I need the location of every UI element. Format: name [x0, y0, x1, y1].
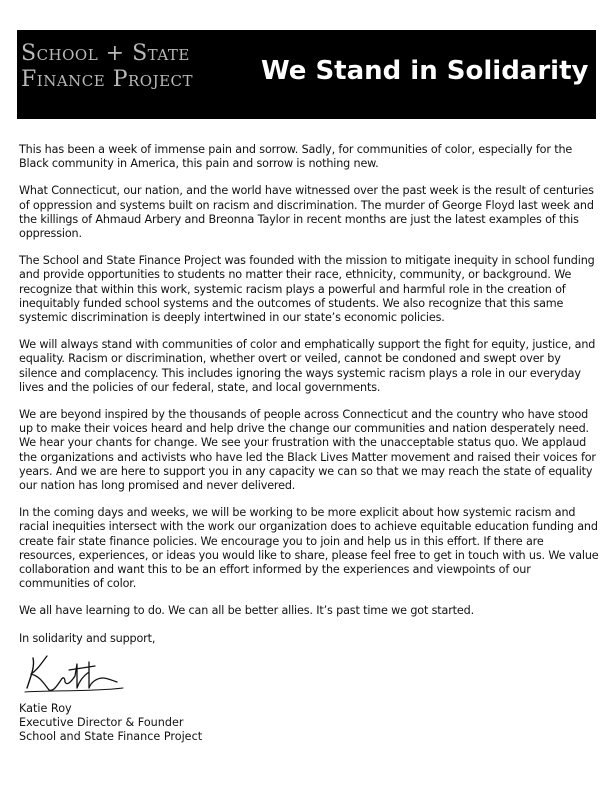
logo-line-1: School + State	[21, 41, 190, 66]
signer-title: Executive Director & Founder	[19, 716, 184, 730]
paragraph-4: We will always stand with communities of color and emphatically support the fight for equity, justice, and equality. Racism or discrimination, whether overt or veiled, cannot be condoned and swept over by silence and complacency. This includes ignoring the ways systemic racism plays a role in our everyday lives and the policies of our federal, state, and local governments.	[19, 338, 596, 394]
paragraph-6: In the coming days and weeks, we will be working to be more explicit about how systemic racism and racial inequities intersect with the work our organization does to achieve equitable education funding and create fair state finance policies. We encourage you to join and help us in this effort. If there are resources, experiences, or ideas you would like to share, please feel free to get in touch with us. We value collaboration and want this to be an effort informed by the experiences and viewpoints of our communities of color.	[19, 506, 599, 591]
handwritten-signature	[19, 652, 129, 696]
paragraph-1: This has been a week of immense pain and sorrow. Sadly, for communities of color, especially for the Black community in America, this pain and sorrow is nothing new.	[19, 143, 573, 171]
paragraph-3: The School and State Finance Project was founded with the mission to mitigate inequity in school funding and provide opportunities to students no matter their race, ethnicity, community, or background. We recognize that within this work, systemic racism plays a powerful and harmful role in the creation of inequitably funded school systems and the outcomes of students. We also recognize that this same systemic discrimination is deeply intertwined in our state’s economic policies.	[19, 254, 595, 325]
paragraph-2: What Connecticut, our nation, and the world have witnessed over the past week is the result of centuries of oppression and systems built on racism and discrimination. The murder of George Floyd last week and the killings of Ahmaud Arbery and Breonna Taylor in recent months are just the latest examples of this oppression.	[19, 184, 594, 241]
header-banner	[17, 30, 596, 119]
signer-organization: School and State Finance Project	[19, 730, 203, 744]
page-title: We Stand in Solidarity	[261, 56, 589, 86]
logo-line-2: Finance Project	[21, 67, 194, 92]
signer-name: Katie Roy	[19, 701, 72, 715]
letter-body	[19, 143, 599, 745]
organization-logo	[21, 41, 261, 93]
paragraph-7: We all have learning to do. We can all be better allies. It’s past time we got started.	[19, 604, 475, 618]
closing-line: In solidarity and support,	[19, 631, 156, 645]
paragraph-5: We are beyond inspired by the thousands of people across Connecticut and the country who have stood up to make their voices heard and help drive the change our communities and nation desperately need. We hear your chants for change. We see your frustration with the unacceptable status quo. We applaud the organizations and activists who have led the Black Lives Matter movement and raised their voices for years. And we are here to support you in any capacity we can so that we may reach the state of equality our nation has long promised and never delivered.	[19, 408, 596, 493]
